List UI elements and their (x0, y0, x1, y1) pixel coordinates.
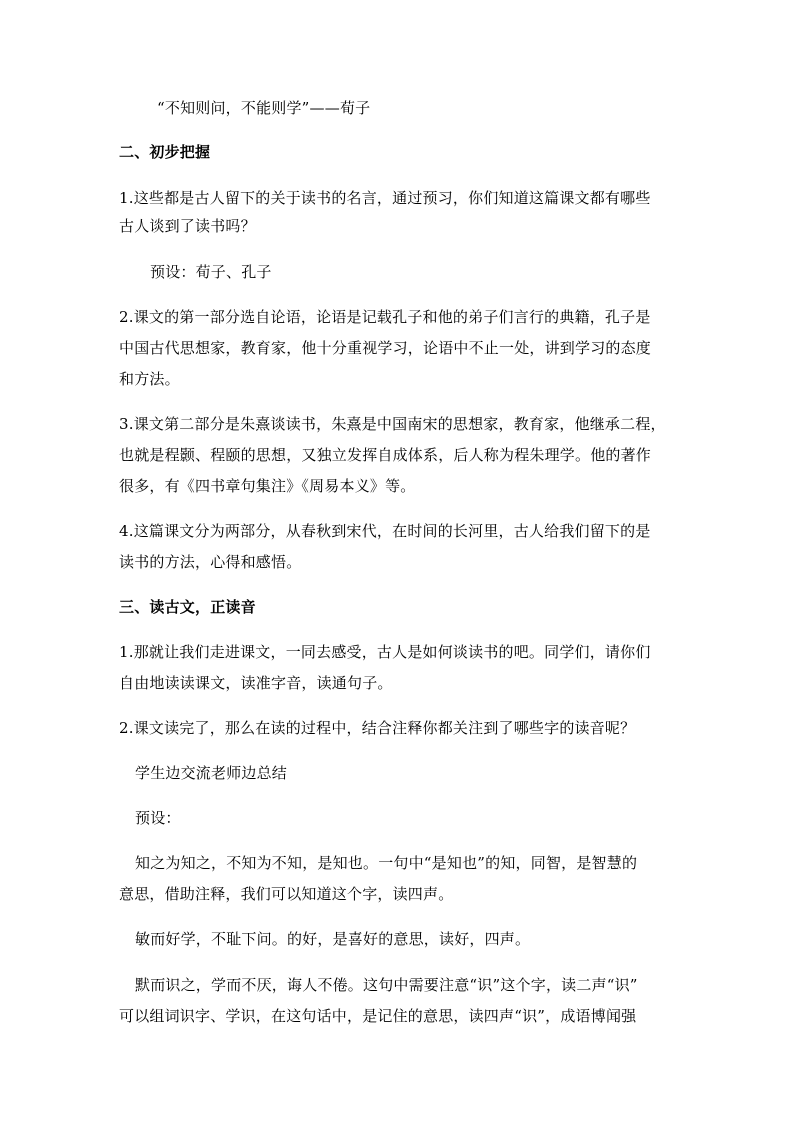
paragraph-line: 自由地读读课文，读准字音，读通句子。 (119, 674, 393, 692)
paragraph-line: 2.课文的第一部分选自论语，论语是记载孔子和他的弟子们言行的典籍，孔子是 (119, 308, 651, 326)
paragraph-line: 也就是程颢、程颐的思想，又独立发挥自成体系，后人称为程朱理学。他的著作 (119, 446, 652, 464)
example-line: 知之为知之，不知为不知，是知也。一句中“是知也”的知，同智，是智慧的 (135, 854, 638, 872)
paragraph-line: 1.这些都是古人留下的关于读书的名言，通过预习，你们知道这篇课文都有哪些 (119, 189, 651, 207)
preset-line: 预设： (135, 809, 181, 827)
section-heading-preliminary: 二、初步把握 (119, 143, 211, 161)
paragraph-line: 4.这篇课文分为两部分，从春秋到宋代，在时间的长河里，古人给我们留下的是 (119, 522, 651, 540)
example-line: 意思，借助注释，我们可以知道这个字，读四声。 (119, 885, 454, 903)
paragraph-line: 读书的方法，心得和感悟。 (119, 553, 302, 571)
quote-line: “不知则问，不能则学”——荀子 (157, 99, 371, 117)
section-heading-reading: 三、读古文，正读音 (119, 598, 256, 616)
example-line: 默而识之，学而不厌，诲人不倦。这句中需要注意“识”这个字，读二声“识” (135, 976, 638, 994)
preset-line: 预设：荀子、孔子 (150, 263, 272, 281)
exchange-line: 学生边交流老师边总结 (135, 764, 288, 782)
example-line: 敏而好学，不耻下问。的好，是喜好的意思，读好，四声。 (135, 930, 531, 948)
paragraph-line: 和方法。 (119, 370, 180, 388)
paragraph-line: 很多，有《四书章句集注》《周易本义》等。 (119, 477, 416, 495)
paragraph-line: 古人谈到了读书吗？ (119, 217, 256, 235)
paragraph-line: 中国古代思想家，教育家，他十分重视学习，论语中不止一处，讲到学习的态度 (119, 339, 652, 357)
example-line: 可以组词识字、学识，在这句话中，是记住的意思，读四声“识”，成语博闻强 (119, 1007, 637, 1025)
paragraph-line: 1.那就让我们走进课文，一同去感受，古人是如何谈读书的吧。同学们，请你们 (119, 643, 651, 661)
paragraph-line: 2.课文读完了，那么在读的过程中，结合注释你都关注到了哪些字的读音呢？ (119, 719, 636, 737)
paragraph-line: 3.课文第二部分是朱熹谈读书，朱熹是中国南宋的思想家，教育家，他继承二程， (119, 415, 666, 433)
